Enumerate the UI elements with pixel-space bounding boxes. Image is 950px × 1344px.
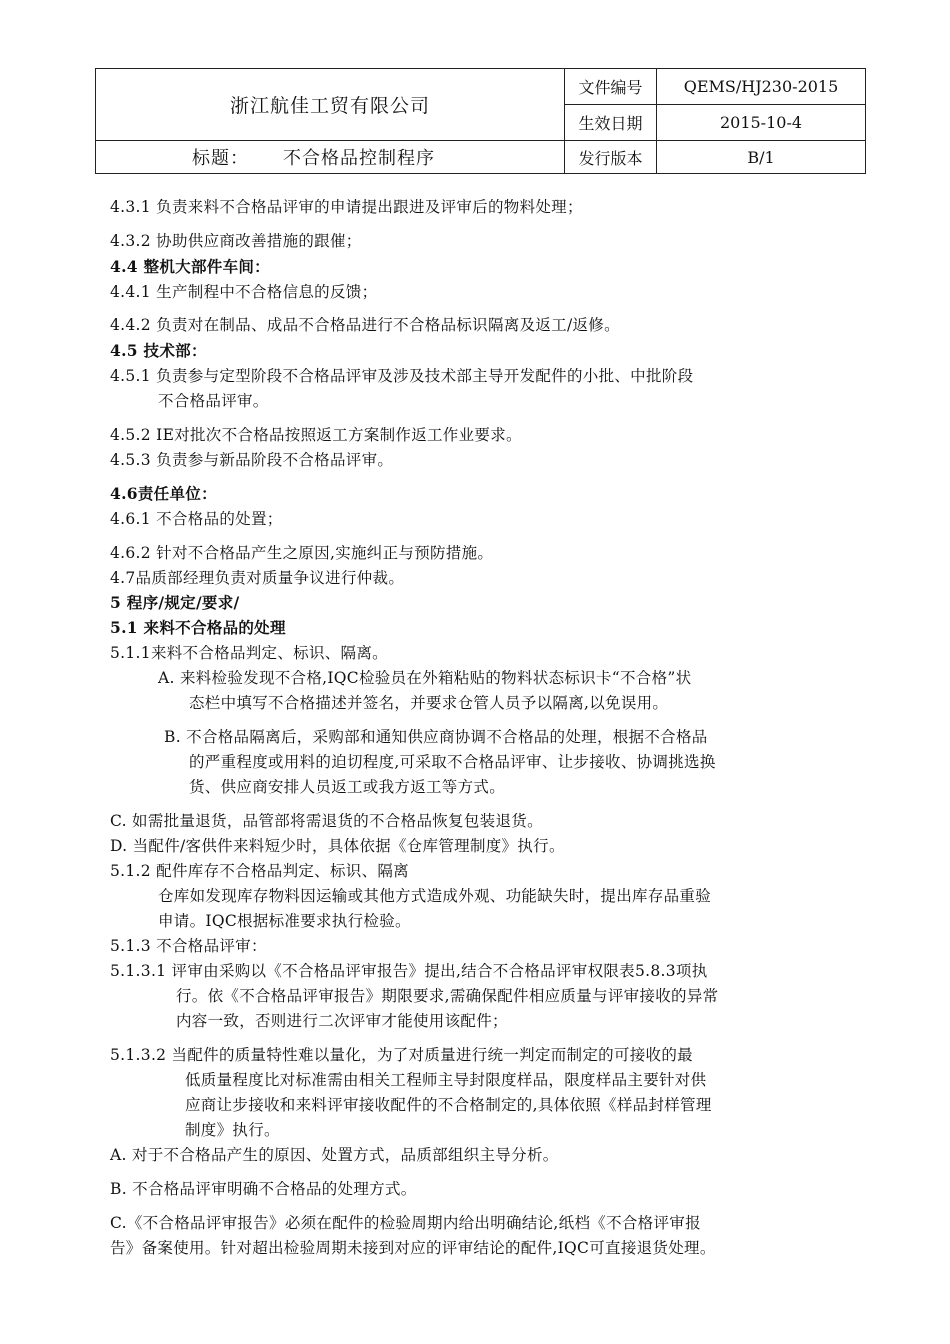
section-heading: 4.5 技术部： bbox=[110, 341, 207, 360]
body-line: 4.5.3 负责参与新品阶段不合格品评审。 bbox=[110, 451, 394, 469]
body-line: 应商让步接收和来料评审接收配件的不合格制定的,具体依照《样品封样管理 bbox=[185, 1096, 712, 1114]
version-label: 发行版本 bbox=[565, 141, 657, 173]
body-line: A. 来料检验发现不合格,IQC检验员在外箱粘贴的物料状态标识卡“不合格”状 bbox=[158, 669, 692, 687]
body-line: 5.1.2 配件库存不合格品判定、标识、隔离 bbox=[110, 862, 409, 880]
version-value: B/1 bbox=[747, 147, 775, 167]
section-heading: 5.1 来料不合格品的处理 bbox=[110, 618, 286, 637]
body-line: A. 对于不合格品产生的原因、处置方式，品质部组织主导分析。 bbox=[110, 1146, 559, 1164]
title-label: 标题： bbox=[192, 148, 249, 169]
body-line: 货、供应商安排人员返工或我方返工等方式。 bbox=[189, 778, 506, 796]
body-line: 内容一致，否则进行二次评审才能使用该配件； bbox=[176, 1012, 508, 1030]
body-line: 4.4.1 生产制程中不合格信息的反馈； bbox=[110, 283, 378, 301]
body-line: 4.5.1 负责参与定型阶段不合格品评审及涉及技术部主导开发配件的小批、中批阶段 bbox=[110, 367, 694, 385]
body-line: 制度》执行。 bbox=[185, 1121, 280, 1139]
body-line: 告》备案使用。针对超出检验周期未接到对应的评审结论的配件,IQC可直接退货处理。 bbox=[110, 1239, 716, 1257]
body-line: 5.1.3.2 当配件的质量特性难以量化，为了对质量进行统一判定而制定的可接收的最 bbox=[110, 1046, 693, 1064]
body-line: 4.6.1 不合格品的处置； bbox=[110, 510, 283, 528]
title-row bbox=[96, 141, 565, 173]
body-line: B. 不合格品隔离后，采购部和通知供应商协调不合格品的处理，根据不合格品 bbox=[164, 728, 708, 746]
effective-date-value: 2015-10-4 bbox=[657, 105, 865, 141]
body-line: 的严重程度或用料的迫切程度,可采取不合格品评审、让步接收、协调挑选换 bbox=[189, 753, 716, 771]
body-line: 4.3.2 协助供应商改善措施的跟催； bbox=[110, 232, 362, 250]
body-line: 低质量程度比对标准需由相关工程师主导封限度样品，限度样品主要针对供 bbox=[185, 1071, 707, 1089]
company-name: 浙江航佳工贸有限公司 bbox=[96, 69, 565, 141]
body-line: 4.6.2 针对不合格品产生之原因,实施纠正与预防措施。 bbox=[110, 544, 494, 562]
body-line: 5.1.3 不合格品评审： bbox=[110, 937, 267, 955]
body-line: 4.5.2 IE对批次不合格品按照返工方案制作返工作业要求。 bbox=[110, 426, 522, 444]
body-line: 不合格品评审。 bbox=[158, 392, 269, 410]
body-line: 态栏中填写不合格描述并签名，并要求仓管人员予以隔离,以免误用。 bbox=[189, 694, 669, 712]
body-line: 4.7品质部经理负责对质量争议进行仲裁。 bbox=[110, 569, 405, 587]
body-line: 4.3.1 负责来料不合格品评审的申请提出跟进及评审后的物料处理； bbox=[110, 198, 583, 216]
section-heading: 4.4 整机大部件车间： bbox=[110, 257, 270, 276]
body-line: 4.4.2 负责对在制品、成品不合格品进行不合格品标识隔离及返工/返修。 bbox=[110, 316, 620, 334]
body-line: 5.1.1来料不合格品判定、标识、隔离。 bbox=[110, 644, 388, 662]
body-line: 5.1.3.1 评审由采购以《不合格品评审报告》提出,结合不合格品评审权限表5.8.3项执 bbox=[110, 962, 708, 980]
document-header bbox=[95, 68, 866, 174]
doc-no-label: 文件编号 bbox=[565, 69, 657, 105]
doc-no-value: QEMS/HJ230-2015 bbox=[657, 69, 865, 105]
section-heading: 5 程序/规定/要求/ bbox=[110, 593, 240, 612]
body-line: B. 不合格品评审明确不合格品的处理方式。 bbox=[110, 1180, 417, 1198]
body-line: 行。依《不合格品评审报告》期限要求,需确保配件相应质量与评审接收的异常 bbox=[176, 987, 719, 1005]
body-line: C. 如需批量退货，品管部将需退货的不合格品恢复包装退货。 bbox=[110, 812, 543, 830]
body-line: 申请。IQC根据标准要求执行检验。 bbox=[158, 912, 411, 930]
body-line: C.《不合格品评审报告》必须在配件的检验周期内给出明确结论,纸档《不合格评审报 bbox=[110, 1214, 701, 1232]
body-line: 仓库如发现库存物料因运输或其他方式造成外观、功能缺失时，提出库存品重验 bbox=[158, 887, 712, 905]
document-title: 不合格品控制程序 bbox=[283, 148, 435, 169]
body-line: D. 当配件/客供件来料短少时，具体依据《仓库管理制度》执行。 bbox=[110, 837, 565, 855]
section-heading: 4.6责任单位： bbox=[110, 484, 217, 503]
effective-date-label: 生效日期 bbox=[565, 105, 657, 141]
